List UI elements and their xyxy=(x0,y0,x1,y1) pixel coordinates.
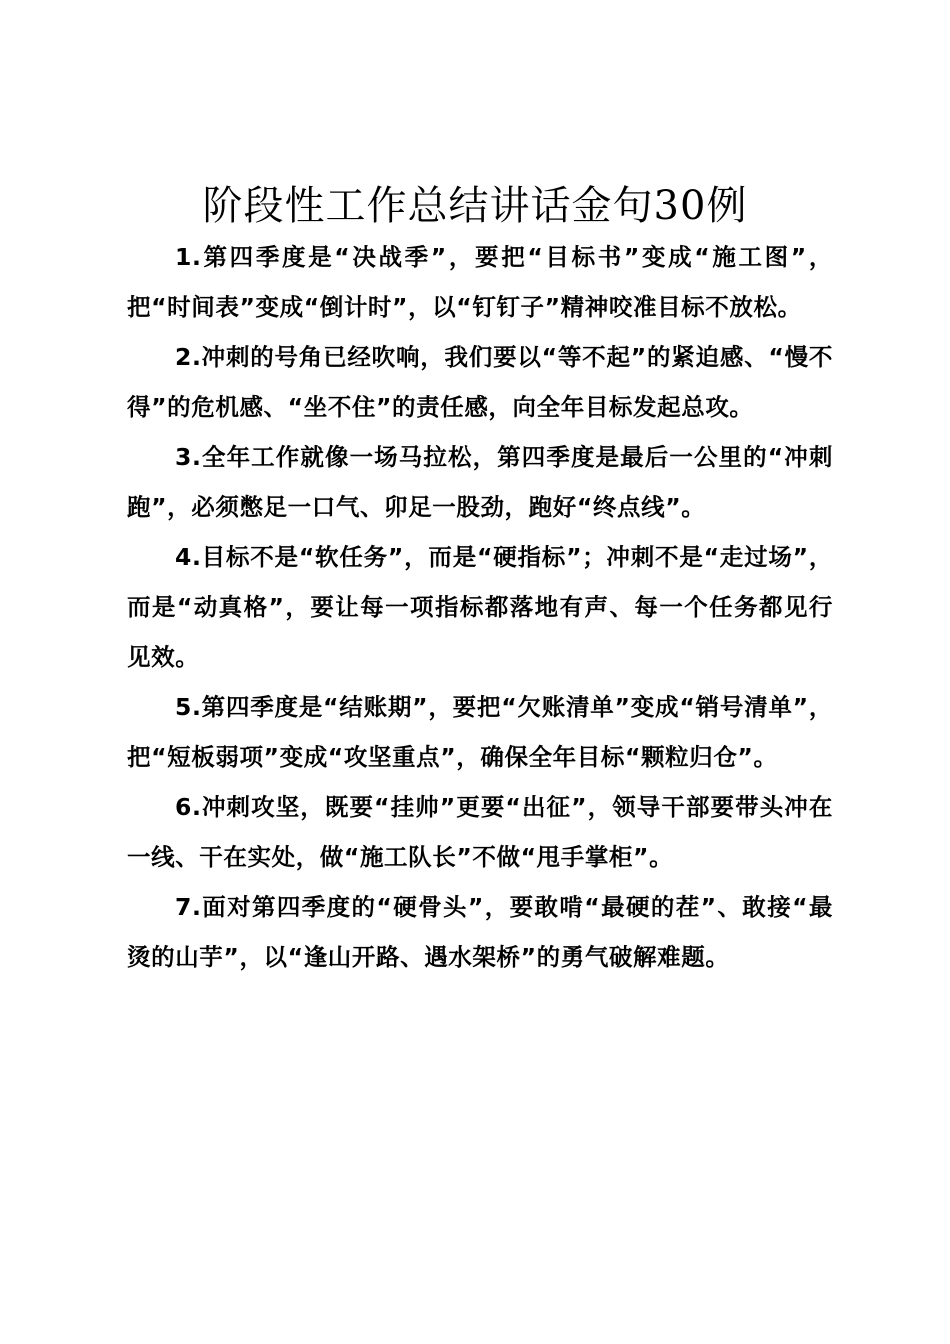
document-body xyxy=(127,232,833,982)
paragraph-4: 4.目标不是“软任务”，而是“硬指标”；冲刺不是“走过场”，而是“动真格”，要让每一项指标都落地有声、每一个任务都见行见效。 xyxy=(127,543,833,671)
paragraph-2: 2.冲刺的号角已经吹响，我们要以“等不起”的紧迫感、“慢不得”的危机感、“坐不住”的责任感，向全年目标发起总攻。 xyxy=(127,343,833,421)
document-title: 阶段性工作总结讲话金句30例 xyxy=(202,183,748,229)
paragraph-7: 7.面对第四季度的“硬骨头”，要敢啃“最硬的茬”、敢接“最烫的山芋”，以“逢山开路、遇水架桥”的勇气破解难题。 xyxy=(127,893,833,971)
paragraph-6: 6.冲刺攻坚，既要“挂帅”更要“出征”，领导干部要带头冲在一线、干在实处，做“施工队长”不做“甩手掌柜”。 xyxy=(127,793,833,871)
paragraph-3: 3.全年工作就像一场马拉松，第四季度是最后一公里的“冲刺跑”，必须憋足一口气、卯足一股劲，跑好“终点线”。 xyxy=(127,443,833,521)
paragraph-5: 5.第四季度是“结账期”，要把“欠账清单”变成“销号清单”，把“短板弱项”变成“攻坚重点”，确保全年目标“颗粒归仓”。 xyxy=(127,693,833,771)
paragraph-1: 1.第四季度是“决战季”，要把“目标书”变成“施工图”，把“时间表”变成“倒计时”，以“钉钉子”精神咬准目标不放松。 xyxy=(127,243,833,321)
